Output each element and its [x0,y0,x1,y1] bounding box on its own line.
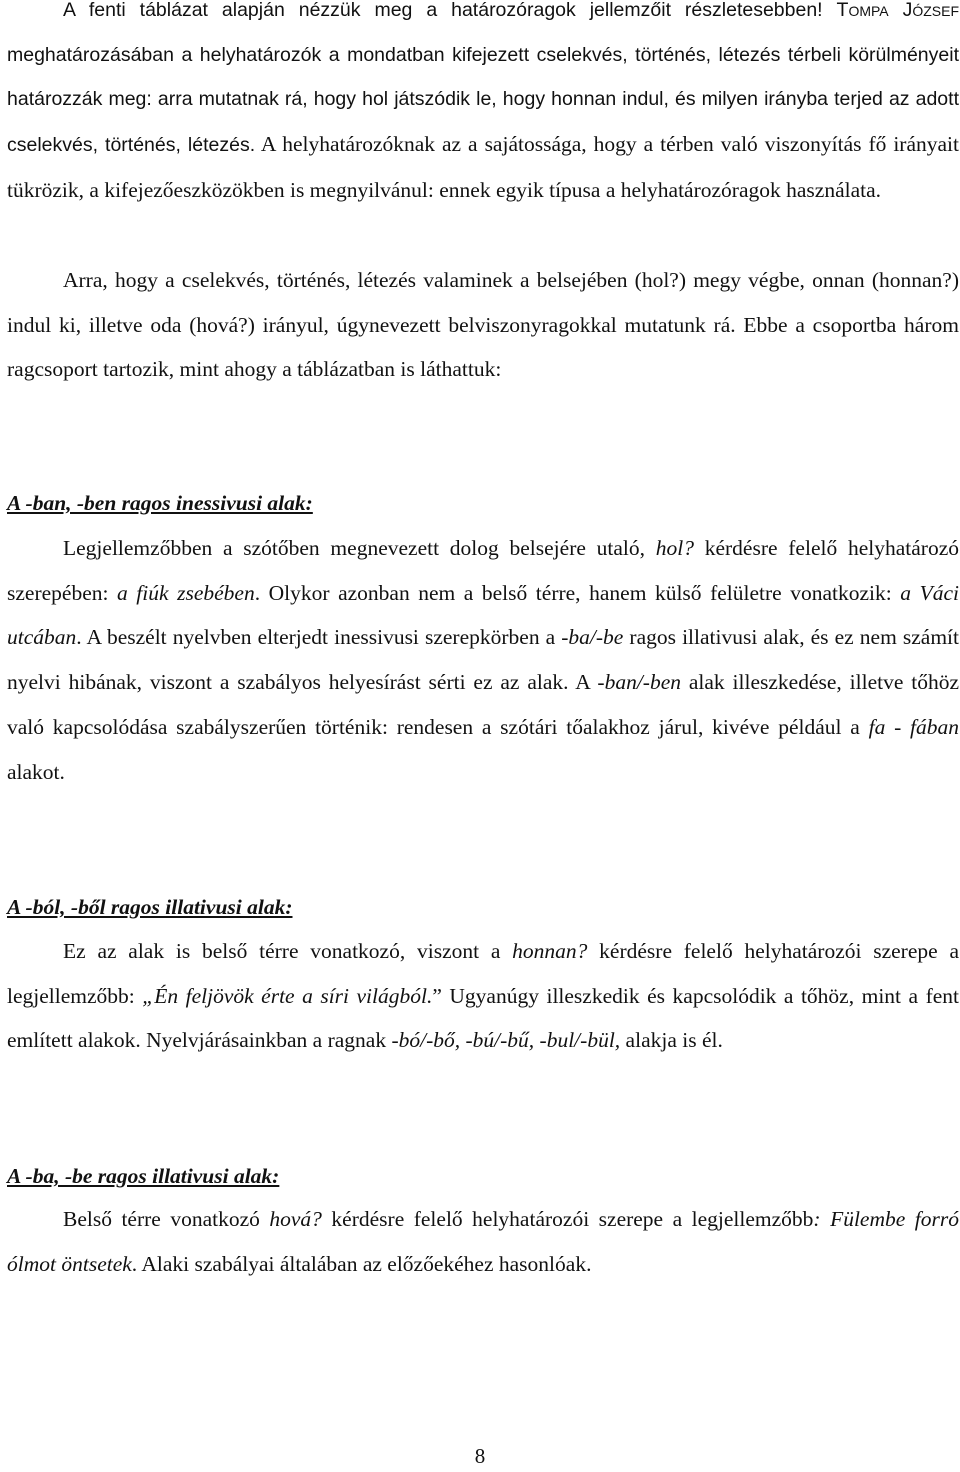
example-fiuk-zsebeben: a fiúk zsebében [117,580,255,605]
text-run: Legjellemzőbben a szótőben megnevezett dolog belsejére utaló, [63,536,656,560]
text-run: ragos illativusi alak, és ez nem számít nyelvi hibának, viszont a szabályos helyesírást sérti ez az alak. A [7,625,959,695]
example-vaci-utcaban: a Váci utcában [7,580,959,650]
author-name: Tompa József [836,0,960,21]
text-run: . Alaki szabályai általában az előzőekéhez hasonlóak. [131,1251,592,1276]
text-run: kérdésre felelő helyhatározói szerepe a legjellemzőbb [321,1207,814,1231]
text-run: Belső térre vonatkozó [63,1207,270,1231]
example-sentence: : Fülembe forró ólmot öntsetek [7,1207,959,1276]
text-run: alakja is él. [620,1028,723,1053]
text-run: ” Ugyanúgy illeszkedik és kapcsolódik a tőhöz, mint a fent említett alakok. Nyelvjárásainkban a ragnak [7,983,959,1053]
text-run: . Olykor azonban nem a belső térre, hanem külső felületre vonatkozik: [254,580,901,605]
heading-inessive: A -ban, -ben ragos inessivusi alak: [7,491,313,515]
italic-run: -ba/-be [561,625,624,650]
intro-serif-continuation: A helyhatározóknak az a sajátossága, hogy a térben való viszonyítás fő irányait tükrözik, a kifejezőeszközökben is megnyilvánul: ennek egyik típusa a helyhatározóragok használata. [7,132,959,202]
text-run: alakot. [7,759,65,784]
illative-paragraph [7,1197,959,1286]
text-run: alak illeszkedése, illetve tőhöz való kapcsolódása szabályszerűen történik: rendesen a szótári tőalakhoz járul, kivéve például a [7,670,960,739]
intro-text-rest: meghatározásában a helyhatározók a mondatban kifejezett cselekvés, történés, létezés térbeli körülményeit határozzák meg: arra mutatnak rá, hogy hol játszódik le, hogy honnan indul, és milyen irányba terjed az adott cselekvés, történés, létezés. [7,43,959,157]
italic-run: hol? [655,536,694,560]
text-run: Ez az alak is belső térre vonatkozó, viszont a [63,939,513,963]
text-run: kérdésre felelő helyhatározói szerepe a legjellemzőbb: [7,939,959,1008]
italic-run: honnan? [512,939,588,963]
text-run: kérdésre felelő helyhatározó szerepében: [7,536,959,605]
heading-elative: A -ból, -ből ragos illativusi alak: [7,895,293,919]
example-fa-faban: fa - fában [868,714,959,739]
elative-paragraph [7,929,959,1063]
italic-run: hová? [269,1207,322,1231]
intro-paragraph [7,0,959,214]
italic-run: -ban/-ben [597,670,681,695]
intro-text-start: A fenti táblázat alapján nézzük meg a határozóragok jellemzőit részletesebben! [63,0,837,21]
dialect-forms: -bó/-bő, -bú/-bű, -bul/-bül, [391,1028,621,1053]
page-number: 8 [474,1444,486,1468]
belviszony-paragraph: Arra, hogy a cselekvés, történés, létezés valaminek a belsejében (hol?) megy végbe, onnan (honnan?) indul ki, illetve oda (hová?) irányul, úgynevezett belviszonyragokkal mutatunk rá. Ebbe a csoportba három ragcsoport tartozik, mint ahogy a táblázatban is láthattuk: [7,268,959,382]
example-quote: „Én feljövök érte a síri világból. [142,983,433,1008]
inessive-paragraph [7,526,959,794]
heading-illative: A -ba, -be ragos illativusi alak: [7,1164,280,1188]
text-run: . A beszélt nyelvben elterjedt inessivusi szerepkörben a [76,625,562,650]
